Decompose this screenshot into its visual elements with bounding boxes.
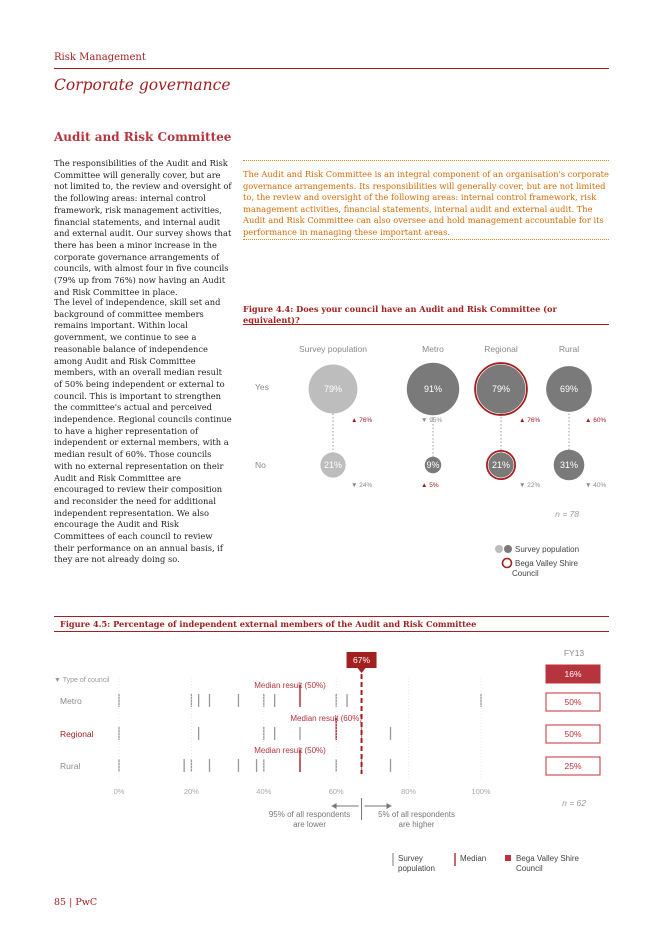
x-tick-1: 20%	[183, 787, 199, 796]
row-label-regional: Regional	[60, 729, 94, 739]
value-label-yes-1: 91%	[423, 384, 443, 394]
value-label-no-2: 21%	[491, 460, 511, 470]
x-tick-2: 40%	[256, 787, 272, 796]
x-tick-5: 100%	[471, 787, 491, 796]
legend-survey-label: Survey population	[515, 545, 580, 554]
prior-label-yes-1: ▼ 95%	[421, 417, 443, 424]
arrow-higher-head	[387, 803, 392, 809]
bega-marker-label: 67%	[353, 655, 371, 665]
lower-label-1: 95% of all respondents	[268, 810, 351, 819]
prior-label-yes-2: ▲ 76%	[519, 417, 541, 424]
row-label-metro: Metro	[60, 696, 82, 706]
median-label-rural: Median result (50%)	[254, 746, 326, 755]
legend-median-label: Median	[460, 854, 487, 863]
arrow-lower-head	[332, 803, 337, 809]
prior-label-no-2: ▼ 22%	[519, 482, 541, 489]
prior-label-no-3: ▼ 40%	[585, 482, 607, 489]
value-label-yes-2: 79%	[491, 384, 511, 394]
header-rule	[54, 68, 609, 69]
prior-label-no-0: ▼ 24%	[351, 482, 373, 489]
paragraph-1: The responsibilities of the Audit and Risk Committee will generally cover, but are not limited to, the review and oversight of the following areas: internal control framework, risk management activities, financial statements, and internal audit and external audit. Our survey shows that there has been a minor increase in the corporate governance arrangements of councils, with almost four in five councils (79% up from 76%) now having an Audit and Risk Committee in place.	[54, 158, 232, 297]
callout-rule-bottom	[243, 239, 609, 240]
prior-label-yes-0: ▲ 76%	[351, 417, 373, 424]
page-title: Corporate governance	[54, 76, 231, 94]
subsection-title: Audit and Risk Committee	[54, 130, 232, 144]
value-label-yes-0: 79%	[323, 384, 343, 394]
value-label-yes-3: 69%	[559, 384, 579, 394]
figure-4-4-rule	[243, 324, 609, 325]
figure-4-5-title: Figure 4.5: Percentage of independent external members of the Audit and Risk Committee	[60, 619, 477, 629]
figure-4-4-n: n = 78	[555, 509, 579, 519]
legend-survey-dark-dot	[504, 545, 512, 553]
fy13-value-3: 25%	[564, 761, 582, 771]
section-label: Risk Management	[54, 52, 146, 63]
prior-label-no-1: ▲ 5%	[421, 482, 439, 489]
row-label-no: No	[255, 460, 266, 470]
value-label-no-3: 31%	[559, 460, 579, 470]
page-footer: 85 | PwC	[54, 897, 98, 908]
lower-label-2: are lower	[293, 820, 326, 829]
legend-bega-label-1: Bega Valley Shire	[516, 854, 579, 863]
x-tick-4: 80%	[401, 787, 417, 796]
legend-bega-label-line1: Bega Valley Shire	[515, 559, 578, 568]
figure-4-5-rule-top	[54, 616, 609, 617]
higher-label-2: are higher	[398, 820, 435, 829]
x-tick-3: 60%	[328, 787, 344, 796]
figure-4-4-title: Figure 4.4: Does your council have an Audit and Risk Committee (or equivalent)?	[243, 304, 557, 325]
median-label-regional: Median result (60%)	[290, 714, 362, 723]
legend-bega-label-2: Council	[516, 864, 543, 873]
legend-bega-mark	[505, 855, 511, 861]
row-label-yes: Yes	[255, 382, 269, 392]
column-header-2: Regional	[484, 344, 518, 354]
median-label-metro: Median result (50%)	[254, 681, 326, 690]
x-tick-0: 0%	[113, 787, 125, 796]
figure-4-5-chart	[54, 640, 609, 885]
fy13-header: FY13	[563, 648, 585, 658]
figure-4-5-rule-bottom	[54, 631, 609, 632]
callout-text: The Audit and Risk Committee is an integral component of an organisation's corporate governance arrangements. Its responsibilities will generally cover, but are not limited to, the review and oversight of the following areas: internal control framework, risk management activities, financial statements, internal audit and external audit. The Audit and Risk Committee can also oversee and hold management accountable for its performance in managing these important areas.	[243, 169, 609, 237]
bega-marker-pointer	[358, 668, 366, 673]
legend-survey-label-1: Survey	[398, 854, 423, 863]
column-header-3: Rural	[558, 344, 580, 354]
paragraph-2: The level of independence, skill set and background of committee members remains important. Within local government, we continue to see a reasonable balance of independence among Audit and Risk Committee members, with an overall median result of 50% being independent or external to council. This is important to strengthen the committee's actual and perceived independence. Regional councils continue to have a higher representation of independent or external members, with a median result of 60%. Those councils with no external representation on their Audit and Risk Committee are encouraged to review their composition and reconsider the need for additional independent representation. We also encourage the Audit and Risk Committees of each council to review their performance on an annual basis, if they are not already doing so.	[54, 297, 232, 565]
figure-4-5-n: n = 62	[562, 798, 586, 808]
fy13-value-0: 16%	[564, 669, 582, 679]
callout-rule-top	[243, 160, 609, 161]
value-label-no-0: 21%	[323, 460, 343, 470]
legend-survey-label-2: population	[398, 864, 435, 873]
value-label-no-1: 9%	[426, 460, 440, 470]
prior-label-yes-3: ▲ 60%	[585, 417, 607, 424]
legend-bega-ring	[503, 559, 512, 568]
figure-4-4-chart	[243, 330, 609, 600]
legend-bega-label-line2: Council	[512, 569, 539, 578]
row-label-rural: Rural	[60, 761, 81, 771]
column-header-0: Survey population	[298, 344, 368, 354]
legend-survey-light-dot	[495, 545, 503, 553]
higher-label-1: 5% of all respondents	[378, 810, 456, 819]
column-header-1: Metro	[422, 344, 444, 354]
type-of-council-label: ▼ Type of council	[54, 677, 110, 684]
fy13-value-2: 50%	[564, 729, 582, 739]
fy13-value-1: 50%	[564, 697, 582, 707]
